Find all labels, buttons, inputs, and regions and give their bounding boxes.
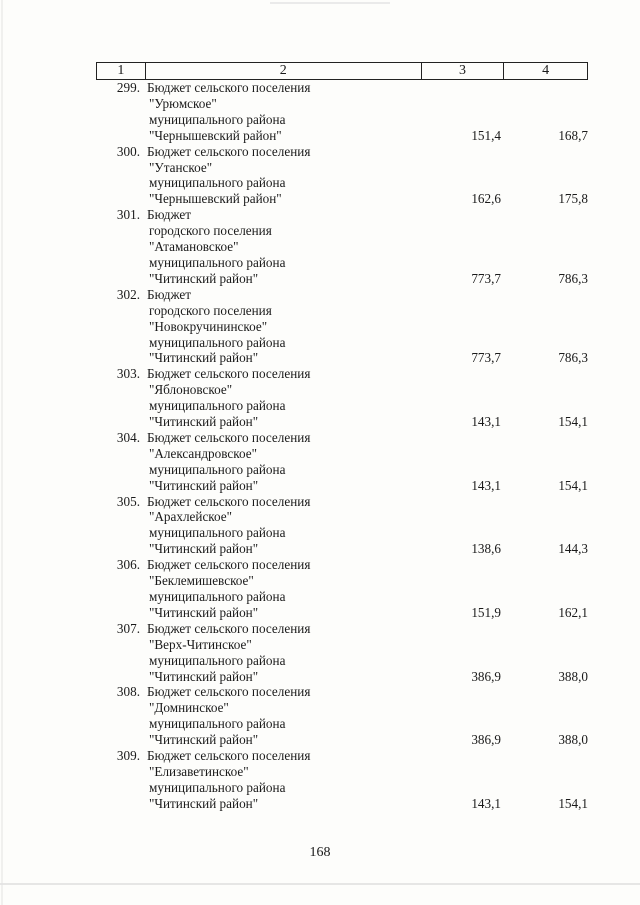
value-col-3: 143,1 <box>471 795 501 811</box>
value-col-3: 138,6 <box>471 541 501 557</box>
budget-name-line: муниципального района <box>149 652 286 668</box>
row-number: 307. <box>116 620 140 636</box>
header-col-1: 1 <box>97 63 146 79</box>
table-row <box>96 430 588 494</box>
value-col-4: 144,3 <box>558 541 588 557</box>
row-number: 305. <box>116 493 140 509</box>
header-col-2: 2 <box>146 63 422 79</box>
budget-name-line: Бюджет сельского поселения <box>147 366 311 382</box>
budget-name-line: Бюджет сельского поселения <box>147 493 311 509</box>
budget-name <box>145 684 422 748</box>
value-col-3: 143,1 <box>471 414 501 430</box>
value-col-3: 773,7 <box>471 270 501 286</box>
budget-name-line: муниципального района <box>149 716 286 732</box>
budget-name-line: "Яблоновское" <box>149 382 233 398</box>
table-row <box>96 557 588 621</box>
value-col-3: 143,1 <box>471 477 501 493</box>
budget-name-line: муниципального района <box>149 589 286 604</box>
value-col-4: 786,3 <box>558 350 588 366</box>
table-row <box>96 287 588 367</box>
budget-name-line: Бюджет сельского поселения <box>147 620 311 636</box>
budget-name-line: "Читинский район" <box>149 477 259 493</box>
row-number: 309. <box>116 748 140 764</box>
budget-name-line: "Домнинское" <box>149 700 229 716</box>
row-number: 302. <box>116 286 140 302</box>
budget-name-line: Бюджет <box>147 207 192 223</box>
table-body <box>96 80 588 812</box>
budget-name-line: "Утанское" <box>149 159 213 175</box>
row-number: 299. <box>116 80 140 95</box>
value-col-4: 168,7 <box>558 127 588 143</box>
budget-name-line: "Читинский район" <box>149 270 259 286</box>
row-number: 304. <box>116 429 140 445</box>
budget-name-line: "Читинский район" <box>149 732 259 748</box>
table-row <box>96 621 588 685</box>
table-row <box>96 494 588 558</box>
budget-name-line: муниципального района <box>149 398 286 414</box>
row-number: 308. <box>116 684 140 700</box>
page-number: 168 <box>309 845 331 860</box>
budget-name <box>145 621 422 685</box>
budget-name-line: муниципального района <box>149 334 286 350</box>
budget-name-line: Бюджет сельского поселения <box>147 684 311 700</box>
budget-name-line: муниципального района <box>149 254 286 270</box>
budget-name-line: "Читинский район" <box>149 604 259 620</box>
value-col-4: 388,0 <box>558 732 588 748</box>
table-row <box>96 684 588 748</box>
budget-name-line: городского поселения <box>149 302 272 318</box>
value-col-4: 175,8 <box>558 191 588 207</box>
budget-name-line: муниципального района <box>149 175 286 191</box>
table-row <box>96 366 588 430</box>
budget-name <box>145 366 422 430</box>
budget-name <box>145 80 422 144</box>
header-col-4: 4 <box>542 63 550 78</box>
value-col-4: 154,1 <box>558 414 588 430</box>
value-col-4: 162,1 <box>558 604 588 620</box>
budget-name-line: Бюджет <box>147 286 192 302</box>
budget-name-line: Бюджет сельского поселения <box>147 80 311 95</box>
budget-name-line: "Читинский район" <box>149 350 259 366</box>
table-row <box>96 80 588 144</box>
budget-name-line: "Новокручининское" <box>149 318 268 334</box>
value-col-3: 162,6 <box>471 191 501 207</box>
table-row <box>96 144 588 208</box>
budget-name-line: "Читинский район" <box>149 668 259 684</box>
budget-name <box>145 494 422 558</box>
budget-name <box>145 287 422 367</box>
budget-name <box>145 144 422 208</box>
budget-name-line: "Урюмское" <box>149 95 217 111</box>
budget-name-line: муниципального района <box>149 525 286 541</box>
value-col-4: 786,3 <box>558 270 588 286</box>
row-number: 306. <box>116 557 140 573</box>
budget-name-line: "Чернышевский район" <box>149 127 282 143</box>
budget-name-line: "Чернышевский район" <box>149 191 282 207</box>
budget-name-line: "Читинский район" <box>149 414 259 430</box>
budget-name-line: "Читинский район" <box>149 795 259 811</box>
value-col-4: 154,1 <box>558 477 588 493</box>
value-col-3: 151,9 <box>471 604 501 620</box>
table-row <box>96 748 588 812</box>
value-col-3: 386,9 <box>471 732 501 748</box>
budget-name-line: муниципального района <box>149 461 286 477</box>
value-col-4: 154,1 <box>558 795 588 811</box>
budget-name-line: "Елизаветинское" <box>149 763 249 779</box>
budget-name-line: муниципального района <box>149 111 286 127</box>
budget-table <box>96 62 588 812</box>
budget-name <box>145 748 422 812</box>
budget-name-line: Бюджет сельского поселения <box>147 748 311 764</box>
budget-name-line: "Верх-Читинское" <box>149 636 252 652</box>
budget-name-line: "Беклемишевское" <box>149 573 254 589</box>
value-col-3: 773,7 <box>471 350 501 366</box>
budget-name <box>145 557 422 621</box>
value-col-3: 151,4 <box>471 127 501 143</box>
budget-name <box>145 207 422 287</box>
budget-name-line: муниципального района <box>149 779 286 795</box>
row-number: 301. <box>116 207 140 223</box>
budget-name-line: Бюджет сельского поселения <box>147 557 311 573</box>
row-number: 303. <box>116 366 140 382</box>
table-row <box>96 207 588 287</box>
budget-name-line: "Александровское" <box>149 445 257 461</box>
table-header <box>96 62 588 80</box>
budget-name-line: городского поселения <box>149 223 272 239</box>
budget-name-line: "Атамановское" <box>149 239 239 255</box>
budget-name-line: "Арахлейское" <box>149 509 233 525</box>
budget-name-line: Бюджет сельского поселения <box>147 143 311 159</box>
budget-name <box>145 430 422 494</box>
value-col-3: 386,9 <box>471 668 501 684</box>
value-col-4: 388,0 <box>558 668 588 684</box>
budget-name-line: "Читинский район" <box>149 541 259 557</box>
budget-name-line: Бюджет сельского поселения <box>147 429 311 445</box>
row-number: 300. <box>116 143 140 159</box>
header-col-3: 3 <box>422 63 505 79</box>
